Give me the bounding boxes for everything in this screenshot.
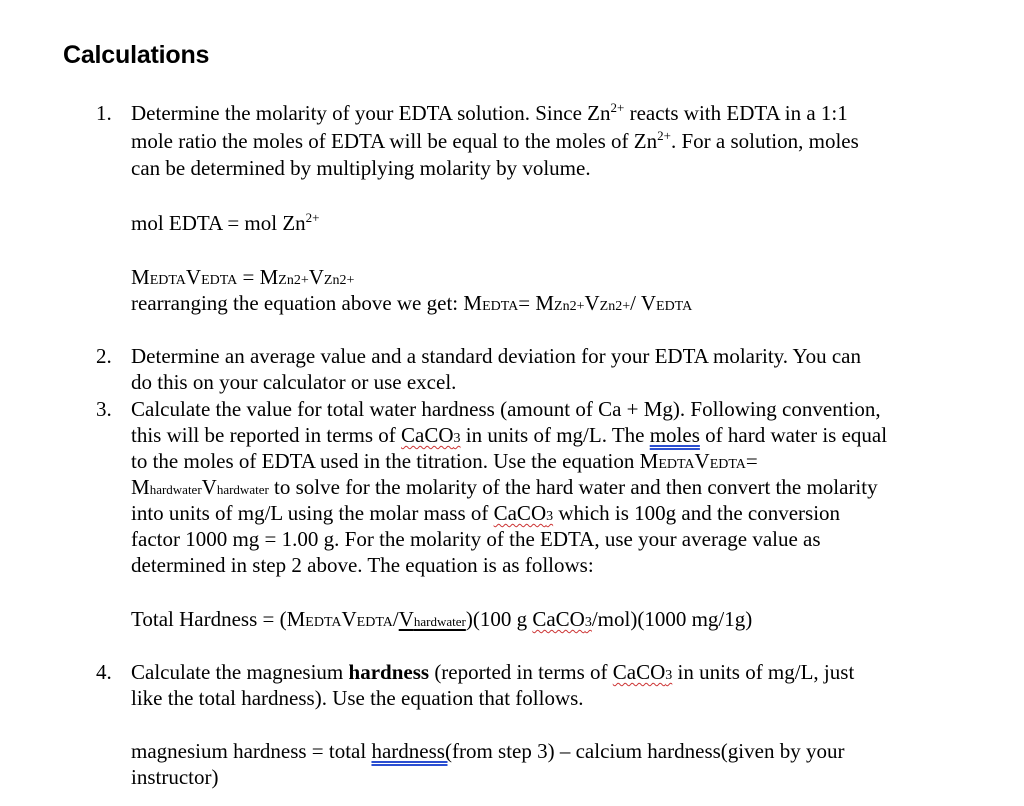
item3-line6: factor 1000 mg = 1.00 g. For the molarity of the EDTA, use your average value as [131, 527, 821, 551]
item1-line1: Determine the molarity of your EDTA solution. Since $Zn^{2+}$ reacts with EDTA in a 1:1 [131, 100, 848, 125]
list-number-3: 3. [96, 397, 112, 421]
item3-line7: determined in step 2 above. The equation is as follows: [131, 553, 594, 577]
item4-line1: Calculate the magnesium hardness (reported in terms of CaCO3 in units of mg/L, just [131, 660, 855, 684]
item3-line3: to the moles of EDTA used in the titration. Use the equation MEDTAVEDTA= [131, 449, 758, 473]
page-title: Calculations [63, 41, 210, 69]
magnesium-hardness-equation: magnesium hardness = total hardness(from step 3) – calcium hardness(given by your [131, 739, 845, 763]
equation-mv: MEDTAVEDTA = MZn2+VZn2+ [131, 265, 355, 289]
item2-line2: do this on your calculator or use excel. [131, 370, 457, 394]
item3-line5: into units of mg/L using the molar mass of CaCO3 which is 100g and the conversion [131, 501, 841, 525]
item1-line3: can be determined by multiplying molarity by volume. [131, 156, 591, 180]
item4-line2: like the total hardness). Use the equation that follows. [131, 686, 584, 710]
total-hardness-equation: Total Hardness = (MEDTAVEDTA/Vhardwater)(100 g CaCO3/mol)(1000 mg/1g) [131, 607, 753, 631]
item1-line2: mole ratio the moles of EDTA will be equal to the moles of $Zn^{2+}$. For a solution, moles [131, 128, 859, 153]
item2-line1: Determine an average value and a standard deviation for your EDTA molarity. You can [131, 344, 861, 368]
list-number-4: 4. [96, 660, 112, 684]
rearranged-equation: rearranging the equation above we get: MEDTA= MZn2+VZn2+/ VEDTA [131, 291, 693, 315]
item3-line4: MhardwaterVhardwater to solve for the molarity of the hard water and then convert the molarity [131, 475, 878, 499]
list-number-2: 2. [96, 344, 112, 368]
item3-line2: this will be reported in terms of CaCO3 in units of mg/L. The moles of hard water is equal [131, 423, 888, 447]
magnesium-hardness-equation-cont: instructor) [131, 765, 219, 789]
list-number-1: 1. [96, 101, 112, 125]
equation-mol: mol EDTA = mol $Zn^{2+}$ [131, 210, 320, 235]
item3-line1: Calculate the value for total water hardness (amount of Ca + Mg). Following convention, [131, 397, 881, 421]
